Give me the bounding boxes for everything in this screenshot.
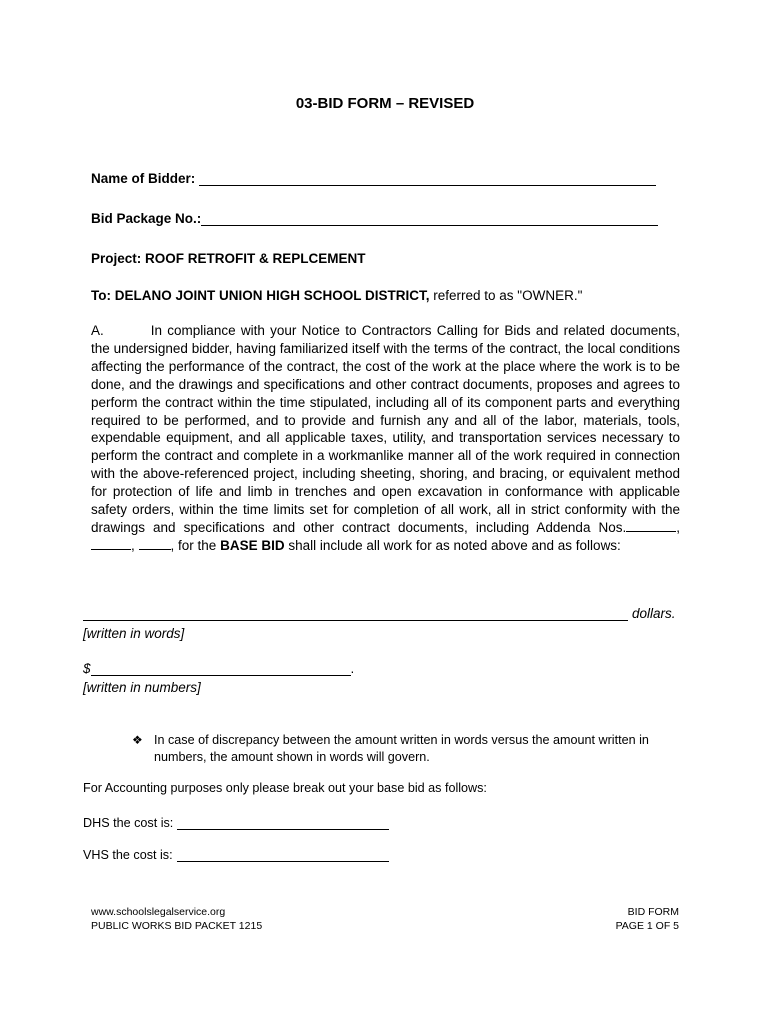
project-label: Project: ROOF RETROFIT & REPLCEMENT bbox=[91, 251, 366, 266]
amount-in-numbers-field[interactable] bbox=[91, 661, 351, 676]
diamond-bullet-icon: ❖ bbox=[132, 733, 143, 747]
discrepancy-note-text: In case of discrepancy between the amount written in words versus the amount written in numbers, the amount shown in words will govern. bbox=[154, 733, 649, 764]
discrepancy-note bbox=[132, 732, 692, 766]
bid-package-field[interactable] bbox=[201, 211, 658, 226]
bid-package-label: Bid Package No.: bbox=[91, 211, 202, 226]
owner-row bbox=[91, 288, 582, 303]
owner-reference: referred to as "OWNER." bbox=[429, 288, 583, 303]
written-in-words-caption: [written in words] bbox=[83, 626, 185, 641]
vhs-row bbox=[83, 847, 389, 862]
paragraph-closing: include all work for as noted above and as follows: bbox=[319, 537, 621, 553]
amount-numbers-row bbox=[83, 661, 354, 676]
bid-package-row bbox=[91, 211, 658, 226]
amount-period: . bbox=[350, 661, 355, 676]
dollars-label: dollars. bbox=[632, 606, 676, 621]
paragraph-shall: shall bbox=[288, 537, 317, 553]
dollar-sign: $ bbox=[83, 661, 91, 676]
footer-right bbox=[616, 905, 679, 933]
dhs-label: DHS the cost is: bbox=[83, 816, 174, 830]
name-of-bidder-row bbox=[91, 171, 656, 186]
amount-words-row bbox=[83, 606, 676, 621]
footer-page-number: PAGE 1 OF 5 bbox=[615, 920, 679, 932]
project-row bbox=[91, 251, 366, 266]
footer-form-name: BID FORM bbox=[627, 906, 679, 918]
paragraph-a bbox=[91, 322, 680, 555]
addenda-separator: , bbox=[676, 519, 680, 535]
accounting-text: For Accounting purposes only please break out your base bid as follows: bbox=[83, 781, 487, 795]
amount-in-words-field[interactable] bbox=[83, 606, 628, 621]
dhs-cost-field[interactable] bbox=[177, 815, 389, 830]
footer-left bbox=[91, 905, 262, 933]
vhs-label: VHS the cost is: bbox=[83, 848, 173, 862]
written-in-numbers-caption: [written in numbers] bbox=[83, 680, 201, 695]
document-title: 03-BID FORM – REVISED bbox=[295, 95, 475, 112]
base-bid-label: BASE BID bbox=[220, 537, 285, 553]
addenda-separator: , bbox=[131, 537, 135, 553]
paragraph-letter: A. bbox=[91, 323, 104, 338]
addenda-field-2[interactable] bbox=[91, 537, 131, 550]
name-of-bidder-field[interactable] bbox=[199, 171, 656, 186]
owner-name: To: DELANO JOINT UNION HIGH SCHOOL DISTRICT, bbox=[91, 288, 430, 303]
vhs-cost-field[interactable] bbox=[177, 847, 389, 862]
addenda-field-3[interactable] bbox=[139, 537, 171, 550]
footer-packet: PUBLIC WORKS BID PACKET 1215 bbox=[91, 920, 263, 932]
name-of-bidder-label: Name of Bidder: bbox=[91, 171, 196, 186]
paragraph-body: In compliance with your Notice to Contractors Calling for Bids and related documents, the undersigned bidder, having familiarized itself with the terms of the contract, the local conditions affecting the performance of the contract, the cost of the work at the place where the work is to be done, and the drawings and specifications and other contract documents, proposes and agrees to perform the contract within the time stipulated, including all of its component parts and everything required to be performed, and to provide and furnish any and all of the labor, materials, tools, expendable equipment, and all applicable taxes, utility, and transportation services necessary to perform the contract and complete in a workmanlike manner all of the work required in connection with the above-referenced project, including sheeting, shoring, and bracing, or equivalent method for protection of life and limb in trenches and open excavation in conformance with applicable safety orders, within the time limits set for completion of all work, all in strict conformity with the drawings and specifications and other contract documents, including Addenda Nos. bbox=[91, 323, 680, 535]
footer-website: www.schoolslegalservice.org bbox=[91, 906, 226, 918]
paragraph-for: , for the bbox=[170, 537, 217, 553]
dhs-row bbox=[83, 815, 389, 830]
addenda-field-1[interactable] bbox=[626, 519, 676, 532]
